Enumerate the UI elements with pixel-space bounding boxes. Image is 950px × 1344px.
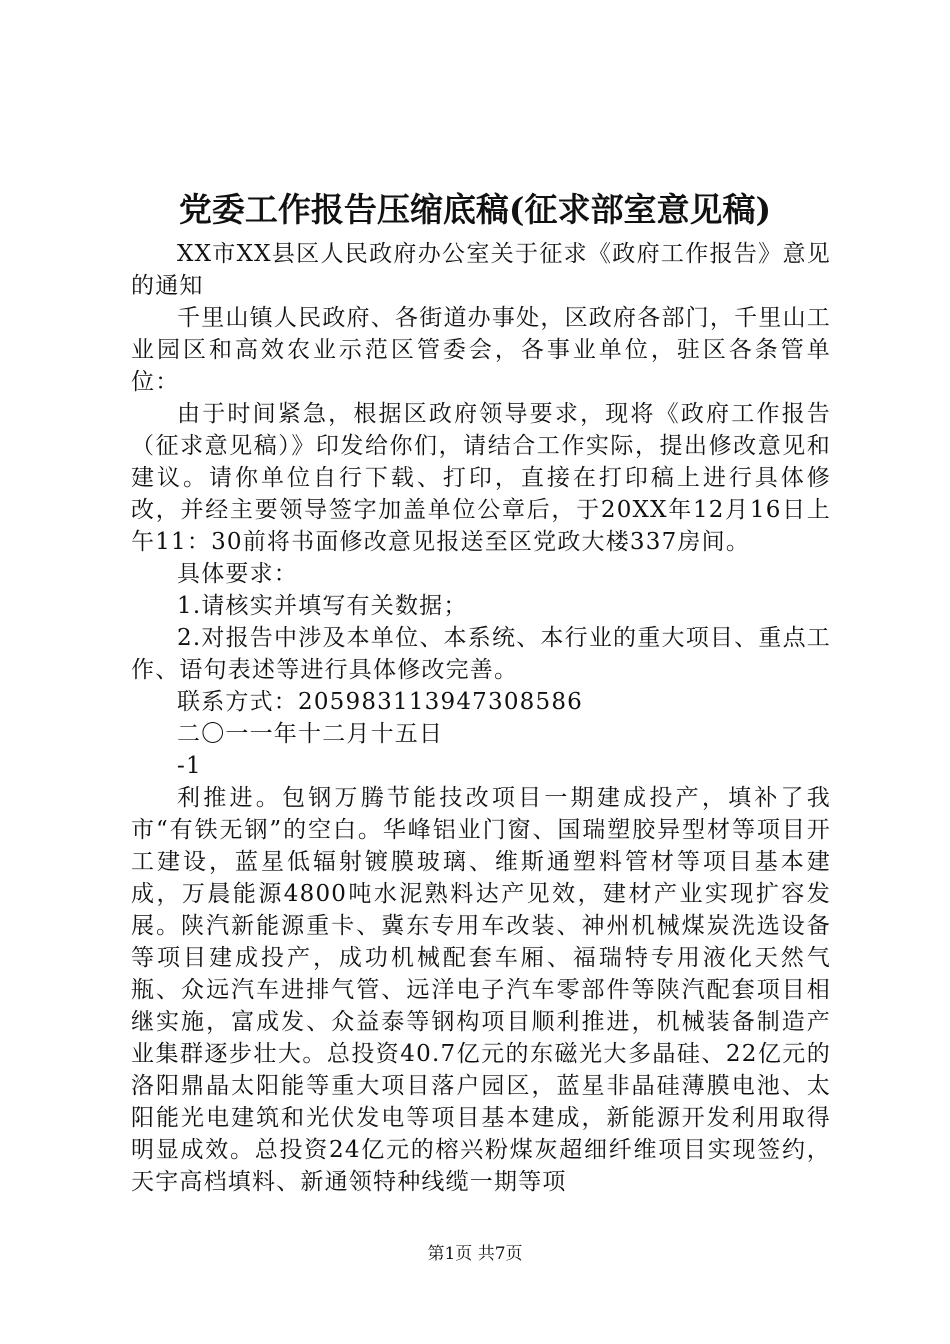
contact-line: 联系方式：205983113947308586 bbox=[177, 689, 583, 715]
request-paragraph: 由于时间紧急，根据区政府领导要求，现将《政府工作报告（征求意见稿）》印发给你们，请结合工作实际，提出修改意见和建议。请你单位自行下载、打印，直接在打印稿上进行具体修改，并经主要领导签字加盖单位公章后，于20XX年12月16日上午11：30前将书面修改意见报送至区党政大楼337房间。 bbox=[131, 401, 831, 555]
report-excerpt-paragraph: 利推进。包钢万腾节能技改项目一期建成投产，填补了我市“有铁无钢”的空白。华峰铝业门窗、国瑞塑胶异型材等项目开工建设，蓝星低辐射镀膜玻璃、维斯通塑料管材等项目基本建成，万晨能源4800吨水泥熟料达产见效，建材产业实现扩容发展。陕汽新能源重卡、冀东专用车改装、神州机械煤炭洗选设备等项目建成投产，成功机械配套车厢、福瑞特专用液化天然气瓶、众远汽车进排气管、远洋电子汽车零部件等陕汽配套项目相继实施，富成发、众益泰等钢构项目顺利推进，机械装备制造产业集群逐步壮大。总投资40.7亿元的东磁光大多晶硅、22亿元的洛阳鼎晶太阳能等重大项目落户园区，蓝星非晶硅薄膜电池、太阳能光电建筑和光伏发电等项目基本建成，新能源开发利用取得明显成效。总投资24亿元的榕兴粉煤灰超细纤维项目实现签约，天宇高档填料、新通领特种线缆一期等项 bbox=[131, 785, 831, 1195]
page-marker: -1 bbox=[177, 753, 202, 779]
notice-heading: XX市XX县区人民政府办公室关于征求《政府工作报告》意见的通知 bbox=[131, 241, 831, 299]
requirement-item-2: 2.对报告中涉及本单位、本系统、本行业的重大项目、重点工作、语句表述等进行具体修改完善。 bbox=[131, 625, 831, 683]
document-body bbox=[131, 238, 831, 1198]
date-line: 二〇一一年十二月十五日 bbox=[177, 721, 444, 747]
requirements-heading: 具体要求： bbox=[177, 561, 298, 587]
document-title: 党委工作报告压缩底稿(征求部室意见稿) bbox=[178, 190, 772, 229]
addressee-paragraph: 千里山镇人民政府、各街道办事处，区政府各部门，千里山工业园区和高效农业示范区管委会，各事业单位，驻区各条管单位： bbox=[131, 305, 831, 395]
requirement-item-1: 1.请核实并填写有关数据； bbox=[177, 593, 468, 619]
page-number-footer: 第1页 共7页 bbox=[427, 1244, 523, 1264]
